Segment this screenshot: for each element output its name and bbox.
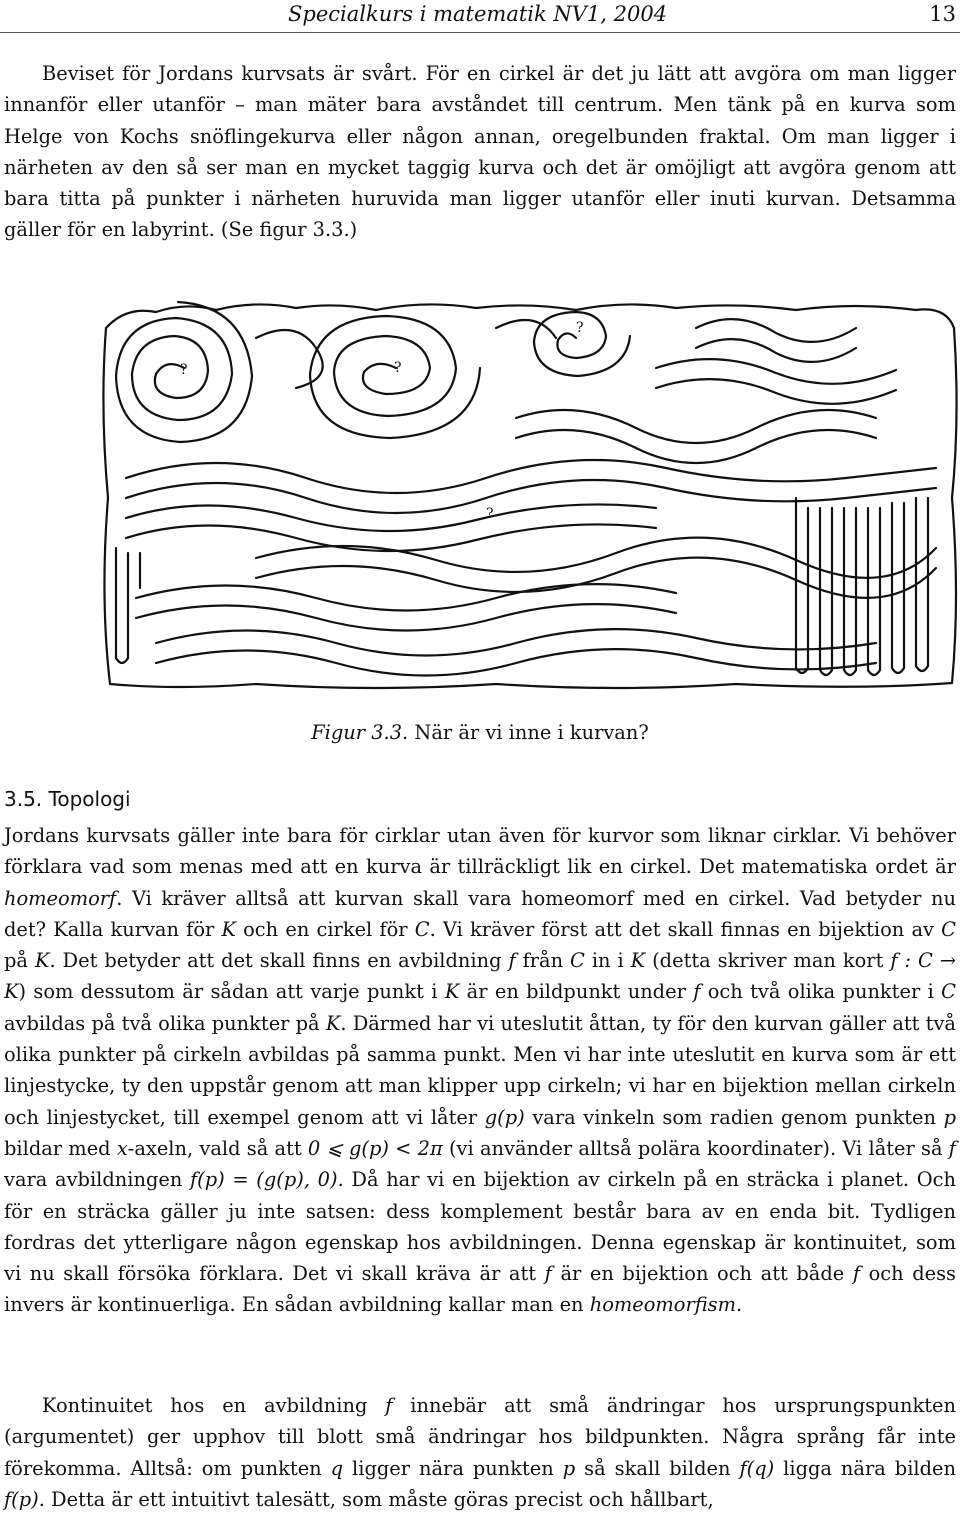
spiral-center: [310, 316, 480, 438]
section-heading: 3.5. Topologi: [4, 787, 131, 811]
maze-marker-1: ?: [180, 362, 188, 378]
maze-marker-3: ?: [576, 320, 584, 336]
maze-marker-2: ?: [394, 360, 402, 376]
body-paragraph: Jordans kurvsats gäller inte bara för cirklar utan även för kurvor som liknar cirklar. Vi behöver förklara vad som menas med att en kurva är tillräckligt lik en cirkel. Det matematiska ordet är homeomorf. Vi kräver alltså att kurvan skall vara homeomorf med en cirkel. Vad betyder nu det? Kalla kurvan för K och en cirkel för C. Vi kräver först att det skall finnas en bijektion av C på K. Det betyder att det skall finns en avbildning f från C in i K (detta skriver man kort f : C → K) som dessutom är sådan att varje punkt i K är en bildpunkt under f och två olika punkter i C avbildas på två olika punkter på K. Därmed har vi uteslutit åttan, ty för den kurvan gäller att två olika punkter på cirkeln avbildas på samma punkt. Men vi har inte uteslutit en kurva som är ett linjestycke, ty den uppstår genom att man klipper upp cirkeln; vi har en bijektion mellan cirkeln och linjestycket, till exempel genom att vi låter g(p) vara vinkeln som radien genom punkten p bildar med x-axeln, vald så att 0 ⩽ g(p) < 2π (vi använder alltså polära koordinater). Vi låter så f vara avbildningen f(p) = (g(p), 0). Då har vi en bijektion av cirkeln på en sträcka i planet. Och för en sträcka gäller ju inte satsen: dess komplement består bara av en enda bit. Tydligen fordras det ytterligare någon egenskap hos avbildningen. Denna egenskap är kontinuitet, som vi nu skall försöka förklara. Det vi skall kräva är att f är en bijektion och att både f och dess invers är kontinuerliga. En sådan avbildning kallar man en homeomorfism.: [4, 824, 957, 1317]
figure-label: Figur 3.3.: [311, 721, 409, 744]
header-rule: [0, 32, 960, 33]
page-header: [0, 0, 960, 34]
intro-paragraph: Beviset för Jordans kurvsats är svårt. För en cirkel är det ju lätt att avgöra om man ligger innanför eller utanför – man mäter bara avståndet till centrum. Men tänk på en kurva som Helge von Kochs snöflingekurva eller någon annan, oregelbunden fraktal. Om man ligger i närheten av den så ser man en mycket taggig kurva och det är omöjligt att avgöra genom att bara titta på punkter i närheten huruvida man ligger utanför eller inuti kurvan. Detsamma gäller för en labyrint. (Se figur 3.3.): [4, 62, 956, 242]
labyrinth-drawing: [96, 298, 960, 693]
page-number: 13: [929, 2, 956, 26]
running-title: Specialkurs i matematik NV1, 2004: [288, 2, 668, 26]
maze-marker-4: ?: [486, 506, 494, 522]
figure-caption-text: När är vi inne i kurvan?: [414, 721, 649, 744]
figure-caption: [0, 721, 960, 744]
labyrinth-figure: [96, 298, 960, 693]
continuity-paragraph: Kontinuitet hos en avbildning f innebär att små ändringar hos ursprungspunkten (argumentet) ger upphov till blott små ändringar hos bildpunkten. Några språng får inte förekomma. Alltså: om punkten q ligger nära punkten p så skall bilden f(q) ligga nära bilden f(p). Detta är ett intuitivt talesätt, som måste göras precist och hållbart,: [4, 1394, 956, 1511]
